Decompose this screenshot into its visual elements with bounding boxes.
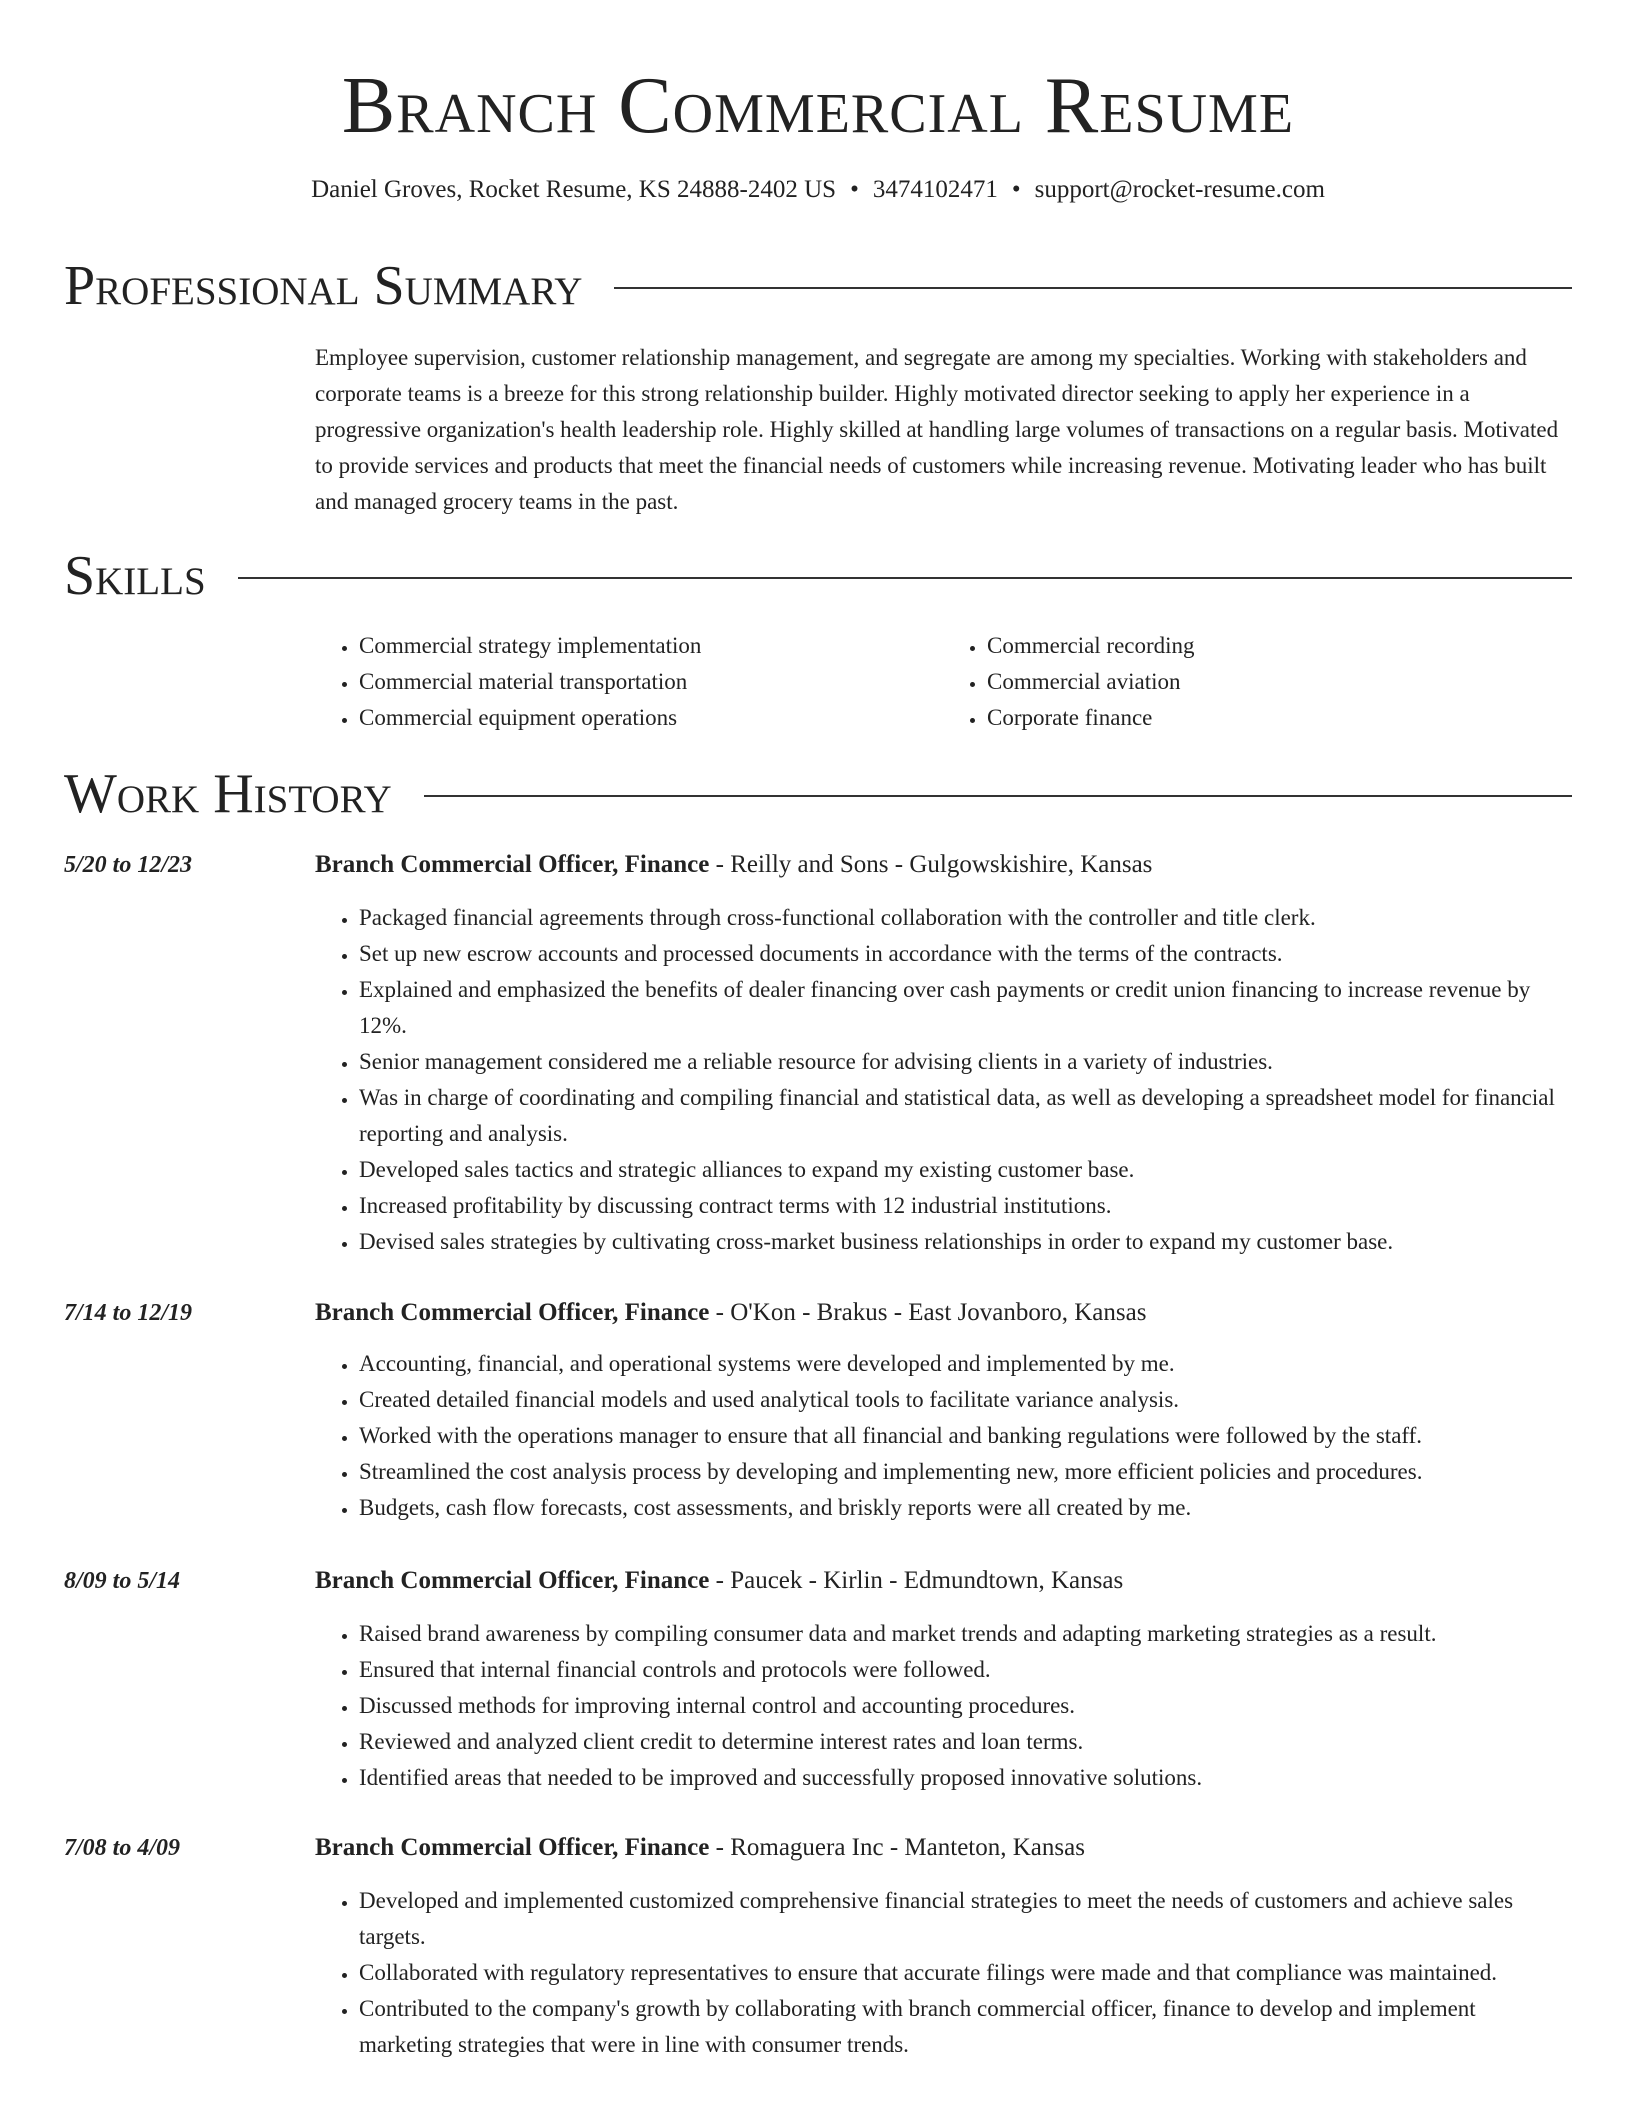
- job-bullet: • Identified areas that needed to be improved and successfully proposed innovative solutions.: [359, 1760, 1571, 1796]
- job-title-line: [315, 1296, 1571, 1330]
- job-bullet: • Discussed methods for improving internal control and accounting procedures.: [359, 1688, 1571, 1724]
- job-title-line: [315, 848, 1571, 882]
- job-company: - Reilly and Sons - Gulgowskishire, Kansas: [709, 851, 1153, 878]
- job-dates: 7/14 to 12/19: [64, 1300, 193, 1326]
- job-bullet: • Created detailed financial models and used analytical tools to facilitate variance analysis.: [359, 1382, 1571, 1418]
- job-title-line: [315, 1564, 1571, 1598]
- section-divider: [424, 795, 1572, 797]
- contact-phone: 3474102471: [872, 176, 998, 203]
- contact-line: [64, 174, 1572, 206]
- contact-separator: •: [1011, 176, 1021, 203]
- job-bullet: • Worked with the operations manager to ensure that all financial and banking regulations were followed by the staff.: [359, 1418, 1571, 1454]
- skills-section-header: [64, 544, 1572, 608]
- skill-item: • Commercial aviation: [987, 664, 1571, 700]
- job-company: - O'Kon - Brakus - East Jovanboro, Kansas: [709, 1299, 1147, 1326]
- job-bullet: • Set up new escrow accounts and processed documents in accordance with the terms of the contracts.: [359, 936, 1571, 972]
- job-title: Branch Commercial Officer, Finance: [315, 1834, 710, 1861]
- job-bullet: • Devised sales strategies by cultivating cross-market business relationships in order to expand my customer base.: [359, 1224, 1571, 1260]
- skill-item: • Commercial material transportation: [359, 664, 943, 700]
- skill-item: • Corporate finance: [987, 700, 1571, 736]
- job-title: Branch Commercial Officer, Finance: [315, 1299, 710, 1326]
- job-bullet: • Was in charge of coordinating and compiling financial and statistical data, as well as developing a spreadsheet model for financial reporting and analysis.: [359, 1080, 1571, 1152]
- contact-email: support@rocket-resume.com: [1034, 176, 1325, 203]
- job-bullet: • Reviewed and analyzed client credit to determine interest rates and loan terms.: [359, 1724, 1571, 1760]
- job-title: Branch Commercial Officer, Finance: [315, 851, 710, 878]
- job-company: - Paucek - Kirlin - Edmundtown, Kansas: [709, 1567, 1124, 1594]
- summary-section-header: [64, 254, 1572, 318]
- job-title-line: [315, 1831, 1571, 1865]
- work-section-header: [64, 762, 1572, 826]
- contact-address: Daniel Groves, Rocket Resume, KS 24888-2402 US: [311, 176, 837, 203]
- section-divider: [238, 577, 1572, 579]
- job-dates: 8/09 to 5/14: [64, 1568, 181, 1594]
- job-bullet: • Senior management considered me a reliable resource for advising clients in a variety of industries.: [359, 1044, 1571, 1080]
- skills-list: [315, 628, 1571, 736]
- job-bullet: • Developed sales tactics and strategic alliances to expand my existing customer base.: [359, 1152, 1571, 1188]
- contact-separator: •: [850, 176, 859, 203]
- job-bullet: • Budgets, cash flow forecasts, cost assessments, and briskly reports were all created by me.: [359, 1490, 1571, 1526]
- skill-item: • Commercial equipment operations: [359, 700, 943, 736]
- skill-item: • Commercial strategy implementation: [359, 628, 943, 664]
- job-dates: 5/20 to 12/23: [64, 852, 193, 878]
- skills-column-right: [943, 628, 1571, 736]
- job-title: Branch Commercial Officer, Finance: [315, 1567, 710, 1594]
- document-title: Branch Commercial Resume: [341, 62, 1295, 150]
- job-bullet: • Streamlined the cost analysis process by developing and implementing new, more efficient policies and procedures.: [359, 1454, 1571, 1490]
- job-bullet: • Accounting, financial, and operational systems were developed and implemented by me.: [359, 1346, 1571, 1382]
- job-company: - Romaguera Inc - Manteton, Kansas: [709, 1834, 1085, 1861]
- job-bullets: [315, 1346, 1571, 1526]
- job-bullet: • Explained and emphasized the benefits of dealer financing over cash payments or credit union financing to increase revenue by 12%.: [359, 972, 1571, 1044]
- job-bullets: [315, 1883, 1571, 2063]
- skills-heading: Skills: [64, 545, 206, 607]
- resume-page: [64, 0, 1572, 2057]
- job-bullets: [315, 1616, 1571, 1796]
- job-bullet: • Packaged financial agreements through cross-functional collaboration with the controller and title clerk.: [359, 900, 1571, 936]
- job-bullet: • Collaborated with regulatory representatives to ensure that accurate filings were made and that compliance was maintained.: [359, 1955, 1571, 1991]
- skills-column-left: [315, 628, 943, 736]
- job-bullet: • Raised brand awareness by compiling consumer data and market trends and adapting marketing strategies as a result.: [359, 1616, 1571, 1652]
- job-bullet: • Contributed to the company's growth by collaborating with branch commercial officer, finance to develop and implement marketing strategies that were in line with consumer trends.: [359, 1991, 1571, 2063]
- job-dates: 7/08 to 4/09: [64, 1835, 181, 1861]
- job-bullets: [315, 900, 1571, 1260]
- section-divider: [614, 287, 1572, 289]
- summary-text: Employee supervision, customer relationship management, and segregate are among my specialties. Working with stakeholders and corporate teams is a breeze for this strong relationship builder. Highly motivated director seeking to apply her experience in a progressive organization's health leadership role. Highly skilled at handling large volumes of transactions on a regular basis. Motivated to provide services and products that meet the financial needs of customers while increasing revenue. Motivating leader who has built and managed grocery teams in the past.: [315, 345, 1559, 514]
- job-bullet: • Increased profitability by discussing contract terms with 12 industrial institutions.: [359, 1188, 1571, 1224]
- job-bullet: • Ensured that internal financial controls and protocols were followed.: [359, 1652, 1571, 1688]
- job-bullet: • Developed and implemented customized comprehensive financial strategies to meet the needs of customers and achieve sales targets.: [359, 1883, 1571, 1955]
- skill-item: • Commercial recording: [987, 628, 1571, 664]
- work-heading: Work History: [64, 763, 392, 825]
- summary-heading: Professional Summary: [64, 255, 583, 317]
